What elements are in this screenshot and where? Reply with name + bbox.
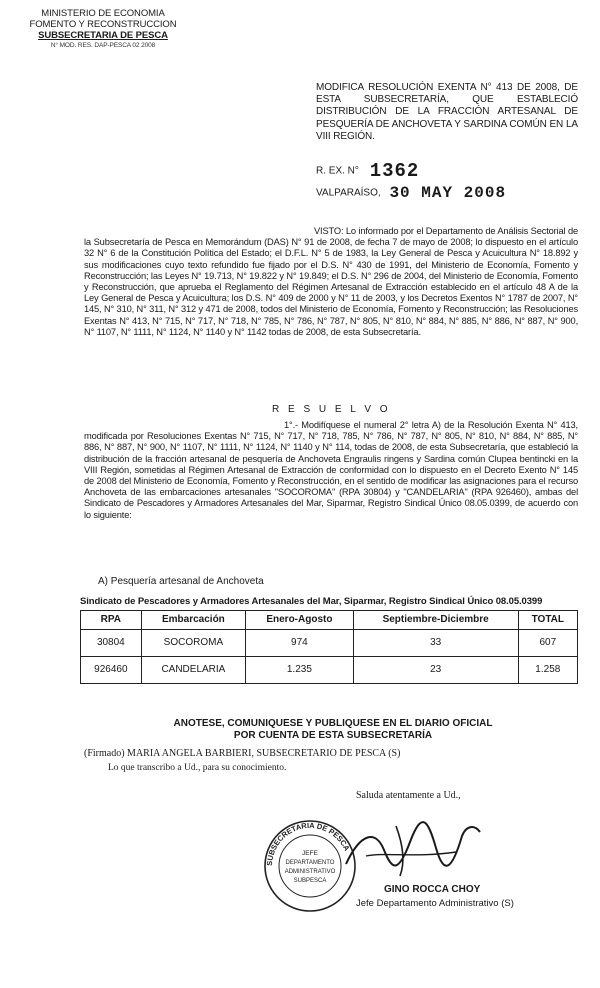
cell-rpa: 30804 — [81, 629, 142, 656]
seal-line-3: ADMINISTRATIVO — [284, 869, 336, 875]
closing-formula — [86, 718, 580, 742]
document-reference: N° MOD. RES. DAP-PESCA 02 2008 — [50, 42, 156, 49]
table-caption: Sindicato de Pescadores y Armadores Artesanales del Mar, Siparmar, Registro Sindical Único 08.05.0399 — [80, 596, 543, 607]
resuelvo-heading: R E S U E L V O — [272, 404, 391, 415]
rex-number-stamp: 1362 — [369, 160, 420, 182]
place-date — [316, 184, 506, 202]
handwritten-signature-icon — [336, 812, 486, 882]
cell-total: 1.258 — [518, 656, 577, 683]
seal-line-2: DEPARTAMENTO — [285, 860, 335, 866]
cell-total: 607 — [518, 629, 577, 656]
header-total: TOTAL — [518, 610, 577, 629]
table-row — [81, 656, 578, 683]
table-header-row — [81, 610, 578, 629]
closing-line-2: POR CUENTA DE ESTA SUBSECRETARÍA — [233, 730, 433, 741]
closing-line-1: ANOTESE, COMUNIQUESE Y PUBLIQUESE EN EL DIARIO OFICIAL — [173, 718, 493, 729]
seal-line-4: SUBPESCA — [293, 878, 327, 884]
place-label: VALPARAÍSO, — [316, 187, 381, 199]
header-septiembre-diciembre: Septiembre-Diciembre — [353, 610, 518, 629]
rex-label: R. EX. N° — [316, 165, 359, 177]
allocation-table — [80, 610, 578, 684]
cell-embarcacion: CANDELARIA — [141, 656, 245, 683]
visto-paragraph: VISTO: Lo informado por el Departamento de Análisis Sectorial de la Subsecretaría de Pesca en Memorándum (DAS) N° 91 de 2008, de fecha 7 de mayo de 2008; lo dispuesto en el artículo 32 N° 6 de la Constitución Política del Estado; el D.F.L. N° 5 de 1983, la Ley General de Pesca y Acuicultura N° 18.892 y sus modificaciones cuyo texto refundido fue fijado por el D.S. N° 430 de 1991, del Ministerio de Economía, Fomento y Reconstrucción; las Leyes N° 19.713, N° 19.822 y N° 19.849; el D.S. N° 296 de 2004, del Ministerio de Economía, Fomento y Reconstrucción, que aprueba el Reglamento del Régimen Artesanal de Extracción establecido en el artículo 48 A de la Ley General de Pesca y Acuicultura; los D.S. N° 409 de 2000 y N° 11 de 2003, y los Decretos Exentos N° 1787 de 2007, N° 145, N° 310, N° 311, N° 312 y 471 de 2008, todos del Ministerio de Economía, Fomento y Reconstrucción; las Resoluciones Exentas N° 413, N° 715, N° 717, N° 718, N° 785, N° 786, N° 787, N° 805, N° 810, N° 884, N° 885, N° 886, N° 887, N° 900, N° 1107, N° 1111, N° 1124, N° 1140 y N° 1142 todas de 2008, de esta Subsecretaría. — [84, 226, 578, 337]
ministry-subtitle: FOMENTO Y RECONSTRUCCION — [29, 19, 177, 30]
header-enero-agosto: Enero-Agosto — [246, 610, 354, 629]
resolution-number — [316, 160, 419, 182]
date-stamp: 30 MAY 2008 — [389, 184, 507, 202]
allocation-table-block — [80, 596, 578, 684]
ministry-header — [8, 8, 198, 50]
section-a-heading: A) Pesquería artesanal de Anchoveta — [98, 576, 264, 587]
transcription-note: Lo que transcribo a Ud., para su conocimiento. — [108, 763, 287, 773]
header-rpa: RPA — [81, 610, 142, 629]
signed-by-line: (Firmado) MARIA ANGELA BARBIERI, SUBSECRETARIO DE PESCA (S) — [84, 748, 401, 759]
seal-line-1: JEFE — [302, 850, 318, 857]
resolution-title: MODIFICA RESOLUCIÓN EXENTA N° 413 DE 2008, DE ESTA SUBSECRETARÍA, QUE ESTABLECIÓ DISTRIBUCIÓN DE LA FRACCIÓN ARTESANAL DE PESQUERÍA DE ANCHOVETA Y SARDINA COMÚN EN LA VIII REGIÓN. — [316, 82, 578, 142]
signer-name: GINO ROCCA CHOY — [384, 884, 481, 895]
seal-ring-text: SUBSECRETARIA DE PESCA — [264, 820, 352, 867]
subsecretaria-name: SUBSECRETARIA DE PESCA — [38, 30, 168, 41]
table-row — [81, 629, 578, 656]
header-embarcacion: Embarcación — [141, 610, 245, 629]
cell-enero-agosto: 974 — [246, 629, 354, 656]
ministry-name: MINISTERIO DE ECONOMIA — [41, 8, 165, 19]
article-1-paragraph: 1°.- Modifíquese el numeral 2° letra A) de la Resolución Exenta N° 413, modificada por Resoluciones Exentas N° 715, N° 717, N° 718, 785, N° 786, N° 787, N° 805, N° 810, N° 884, N° 885, N° 886, N° 887, N° 900, N° 1107, N° 1111, N° 1124, N° 1140 y N° 114, todas de 2008, de esta Subsecretaría, que estableció la distribución de la fracción artesanal de pesquería de Anchoveta Engraulis ringens y Sardina común Clupea bentincki en la VIII Región, sometidas al Régimen Artesanal de Extracción de conformidad con lo dispuesto en el Decreto Exento N° 145 de 2008 del Ministerio de Economía, Fomento y Reconstrucción, en el sentido de modificar las asignaciones para el recurso Anchoveta de las embarcaciones artesanales "SOCOROMA" (RPA 30804) y "CANDELARIA" (RPA 926460), ambas del Sindicato de Pescadores y Armadores Artesanales del Mar, Siparmar, Registro Sindical Único 08.05.0399, de acuerdo con lo siguiente: — [84, 420, 578, 520]
signer-role: Jefe Departamento Administrativo (S) — [356, 898, 514, 909]
salutation: Saluda atentamente a Ud., — [356, 790, 461, 801]
cell-enero-agosto: 1.235 — [246, 656, 354, 683]
cell-septiembre-diciembre: 23 — [353, 656, 518, 683]
cell-septiembre-diciembre: 33 — [353, 629, 518, 656]
cell-rpa: 926460 — [81, 656, 142, 683]
cell-embarcacion: SOCOROMA — [141, 629, 245, 656]
